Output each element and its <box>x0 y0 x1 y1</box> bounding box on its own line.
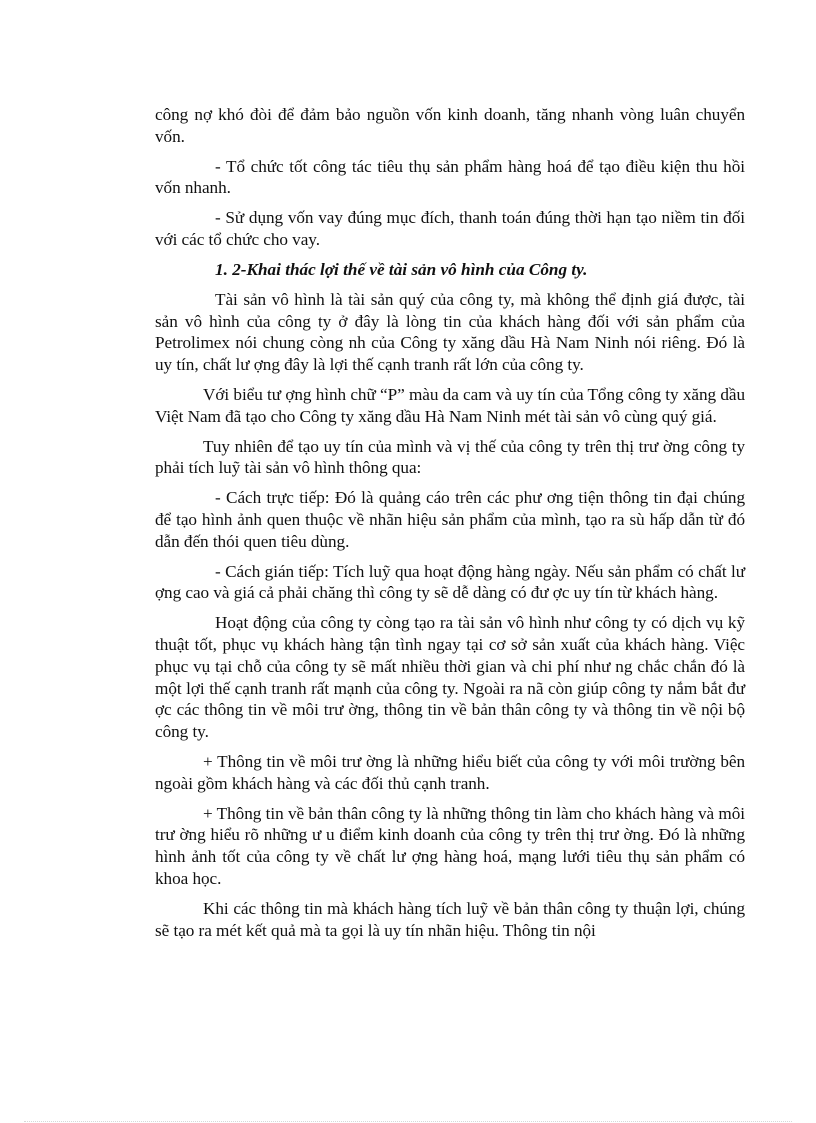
section-heading: 1. 2-Khai thác lợi thế về tài sản vô hình của Công ty. <box>215 259 588 279</box>
paragraph-environment-info: + Thông tin về môi trư ờng là những hiểu biết của công ty với môi trường bên ngoài gồm khách hàng và các đối thủ cạnh tranh. <box>155 751 745 793</box>
paragraph-intangible-assets: Tài sản vô hình là tài sản quý của công ty, mà không thể định giá được, tài sản vô hình của công ty ở đây là lòng tin của khách hàng đối với sản phẩm của Petrolimex nói chung còng nh của Công ty xăng dầu Hà Nam Ninh nói riêng. Đó là uy tín, chất lư ợng đây là lợi thế cạnh tranh rất lớn của công ty. <box>155 289 745 375</box>
page-bottom-divider <box>24 1121 792 1122</box>
paragraph-reputation-building: Tuy nhiên để tạo uy tín của mình và vị thế của công ty trên thị trư ờng công ty phải tích luỹ tài sản vô hình thông qua: <box>155 436 745 478</box>
paragraph-company-info: + Thông tin về bản thân công ty là những thông tin làm cho khách hàng và môi trư ờng hiểu rõ những ư u điểm kinh doanh của công ty trên thị trư ờng. Đó là những hình ảnh tốt của công ty về chất lư ợng hàng hoá, mạng lưới tiêu thụ sản phẩm có khoa học. <box>155 803 745 888</box>
document-page <box>155 104 745 949</box>
paragraph-loan-usage: - Sử dụng vốn vay đúng mục đích, thanh toán đúng thời hạn tạo niềm tin đối với các tổ chức cho vay. <box>155 208 745 249</box>
paragraph-sales-organization: - Tổ chức tốt công tác tiêu thụ sản phẩm hàng hoá để tạo điều kiện thu hồi vốn nhanh. <box>155 156 745 198</box>
paragraph-capital-recovery: công nợ khó đòi để đảm bảo nguồn vốn kinh doanh, tăng nhanh vòng luân chuyển vốn. <box>155 105 745 146</box>
paragraph-brand-reputation: Khi các thông tin mà khách hàng tích luỹ về bản thân công ty thuận lợi, chúng sẽ tạo ra mét kết quả mà ta gọi là uy tín nhãn hiệu. Thông tin nội <box>155 898 745 940</box>
paragraph-direct-method: - Cách trực tiếp: Đó là quảng cáo trên các phư ơng tiện thông tin đại chúng để tạo hình ảnh quen thuộc về nhãn hiệu sản phẩm của mình, tạo ra sù hấp dẫn từ đó dẫn đến thói quen tiêu dùng. <box>155 488 745 551</box>
paragraph-logo-symbol: Với biểu tư ợng hình chữ “P” màu da cam và uy tín của Tổng công ty xăng dầu Việt Nam đã tạo cho Công ty xăng dầu Hà Nam Ninh mét tài sản vô cùng quý giá. <box>155 384 745 426</box>
paragraph-company-activities: Hoạt động của công ty còng tạo ra tài sản vô hình như công ty có dịch vụ kỹ thuật tốt, phục vụ khách hàng tận tình ngay tại cơ sở sản xuất của khách hàng. Việc phục vụ tại chỗ của công ty sẽ mất nhiều thời gian và chi phí như ng chắc chắn đó là một lợi thế cạnh tranh rất mạnh của công ty. Ngoài ra nã còn giúp công ty nắm bắt đư ợc các thông tin về môi trư ờng, thông tin về bản thân công ty và thông tin về nội bộ công ty. <box>155 613 745 742</box>
paragraph-indirect-method: - Cách gián tiếp: Tích luỹ qua hoạt động hàng ngày. Nếu sản phẩm có chất lư ợng cao và giá cả phải chăng thì công ty sẽ dễ dàng có đư ợc uy tín từ khách hàng. <box>155 561 745 603</box>
